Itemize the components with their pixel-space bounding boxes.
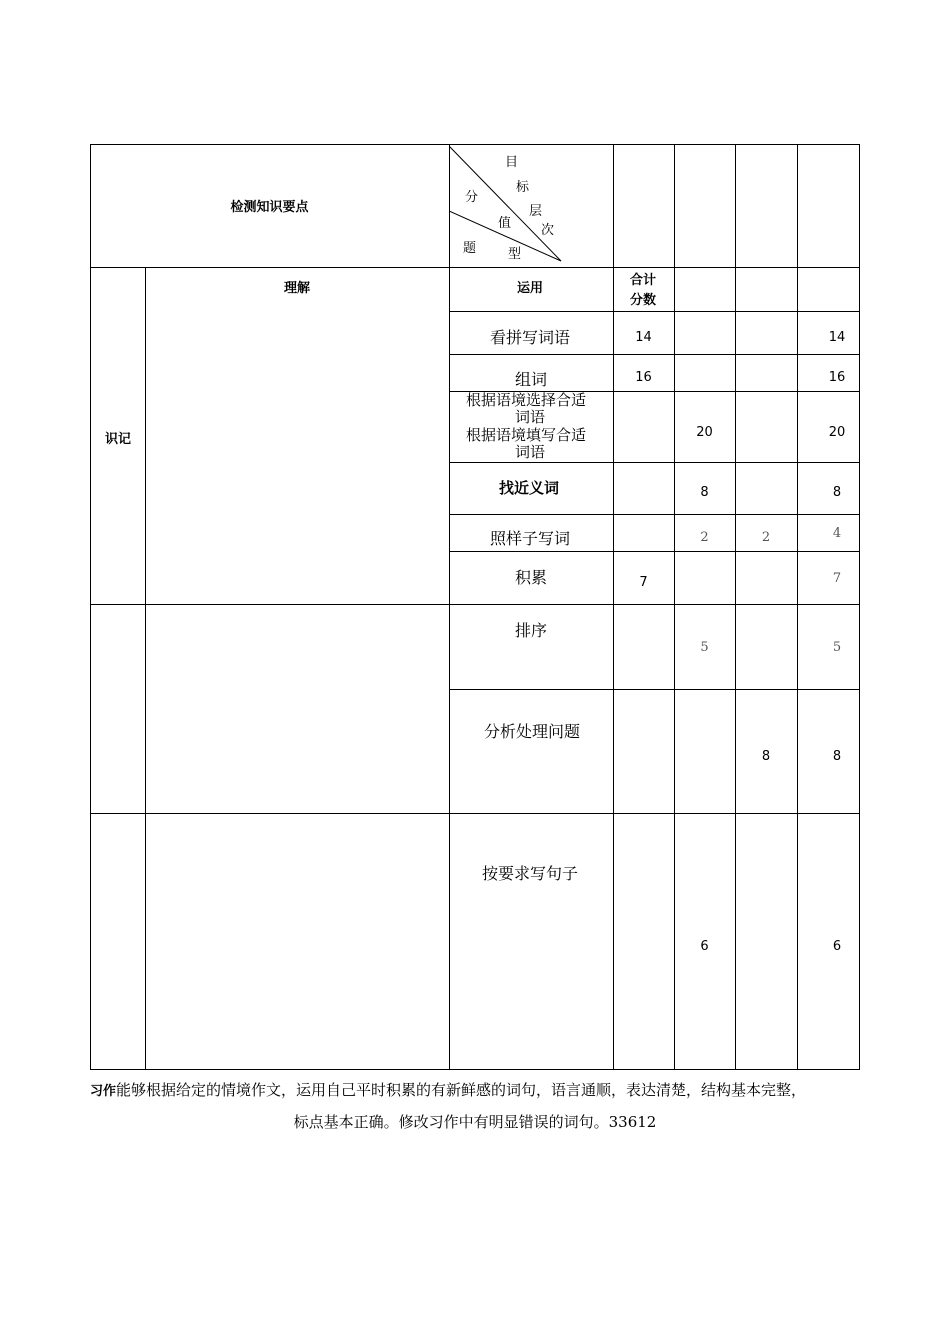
row-item-line: 词语 [515,443,546,461]
row-c2: 6 [700,938,709,954]
row-c1: 7 [639,574,648,590]
diag-label-ci: 次 [541,223,555,238]
subheader-total-line2: 分数 [630,293,657,308]
row-total: 16 [828,369,846,385]
row-c1: 16 [635,369,652,385]
footer-paragraph [90,1077,860,1136]
row-item-line: 根据语境填写合适 [466,426,587,444]
row-c2: 20 [696,424,713,440]
subheader-apply: 运用 [517,281,544,296]
footer-line2: 标点基本正确。修改习作中有明显错误的词句。33612 [293,1113,657,1131]
row-item: 分析处理问题 [484,722,581,741]
row-c2: 2 [700,529,709,545]
diag-label-ti: 题 [463,241,477,256]
row-c2: 5 [700,639,709,655]
footer-line1 [90,1077,860,1105]
row-item: 积累 [515,568,548,587]
row-total: 5 [832,639,842,655]
row-total: 8 [832,484,842,500]
header-title: 检测知识要点 [230,200,309,215]
row-item: 照样子写词 [490,529,571,548]
diag-label-fen: 分 [465,190,479,205]
row-total: 14 [828,329,846,345]
subheader-understand: 理解 [284,281,311,296]
footer-line1-text: 能够根据给定的情境作文，运用自己平时积累的有新鲜感的词句，语言通顺，表达清楚，结构基本完整， [116,1081,807,1099]
row-c3: 2 [761,529,771,545]
row-item-line: 根据语境选择合适 [466,391,587,409]
row-item: 组词 [515,370,548,389]
diag-label-mu: 目 [505,155,519,170]
row-total: 8 [832,748,842,764]
diag-label-biao: 标 [516,180,530,195]
section-label: 识记 [105,432,132,447]
row-total: 6 [832,938,842,954]
footer-label: 习作 [90,1084,117,1099]
row-item: 看拼写词语 [490,328,571,347]
diag-label-zhi: 值 [498,216,512,231]
row-total: 20 [828,424,846,440]
row-c1: 14 [635,329,652,345]
row-c3: 8 [761,748,771,764]
row-item: 按要求写句子 [482,864,579,883]
row-item: 排序 [515,621,548,640]
row-item: 找近义词 [499,479,560,497]
row-total: 4 [832,525,842,541]
diag-label-ceng: 层 [529,204,543,219]
row-c2: 8 [700,484,709,500]
subheader-total-line1: 合计 [630,273,657,288]
diag-label-xing: 型 [508,247,522,262]
row-total: 7 [832,570,842,586]
row-item-line: 词语 [515,408,546,426]
